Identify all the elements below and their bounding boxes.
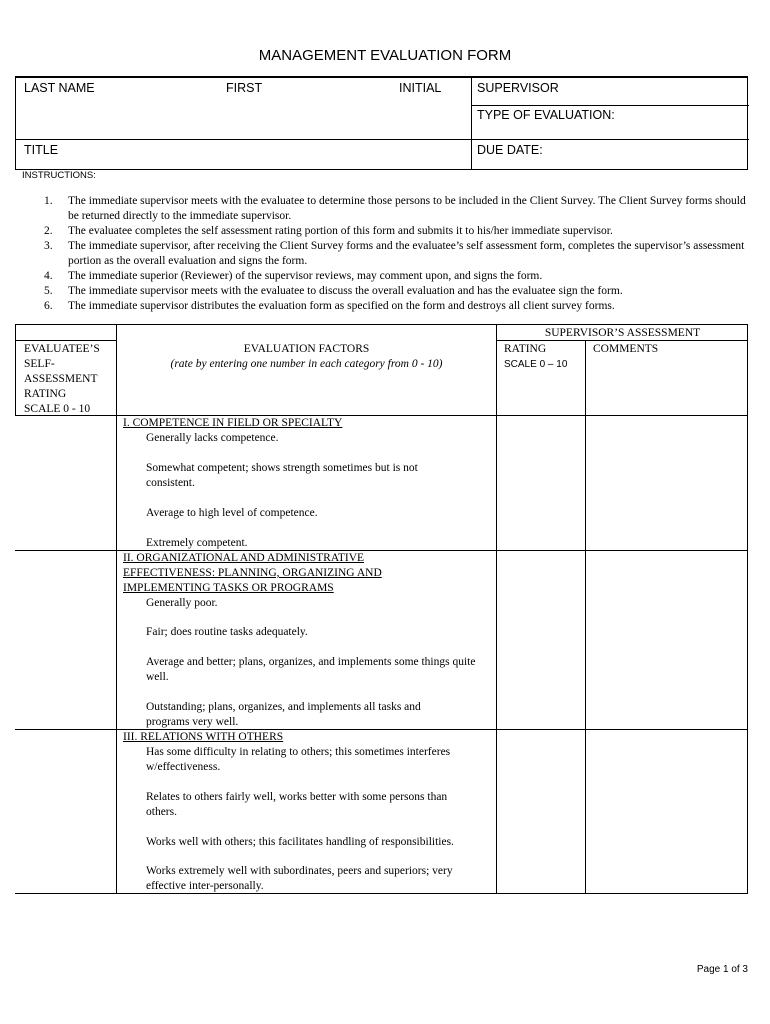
title-label: TITLE (24, 143, 59, 157)
option-item: Has some difficulty in relating to others; this sometimes interferes w/effectiveness. (146, 746, 451, 773)
option-item: Works well with others; this facilitates handling of responsibilities. (146, 836, 454, 848)
instruction-item: 4. The immediate superior (Reviewer) of the supervisor reviews, may comment upon, and signs the form. (44, 270, 543, 282)
option-item: Average to high level of competence. (146, 507, 318, 519)
instructions-list (22, 194, 748, 314)
supervisor-label: SUPERVISOR (477, 81, 559, 95)
page-number: Page 1 of 3 (696, 964, 748, 975)
comments-header: COMMENTS (593, 343, 659, 355)
section-relations: III. RELATIONS WITH OTHERS (123, 731, 284, 743)
evaluation-factors-subheader: (rate by entering one number in each category from 0 - 10) (170, 358, 443, 370)
type-of-evaluation-label: TYPE OF EVALUATION: (477, 108, 615, 122)
evaluation-factors-header: EVALUATION FACTORS (rate by entering one number in each category from 0 - 10) (117, 342, 496, 372)
option-item: Outstanding; plans, organizes, and implements all tasks and programs very well. (146, 701, 421, 728)
section-organizational: II. ORGANIZATIONAL AND ADMINISTRATIVE EFFECTIVENESS: PLANNING, ORGANIZING AND IMPLEMENTING TASKS OR PROGRAMS (123, 552, 382, 594)
instruction-item: 1. The immediate supervisor meets with the evaluatee to determine those persons to be included in the Client Survey. The Client Survey forms should be returned directly to the immediate supervisor. (44, 195, 746, 222)
first-name-label: FIRST (226, 81, 263, 95)
option-item: Fair; does routine tasks adequately. (146, 626, 308, 638)
form-title: MANAGEMENT EVALUATION FORM (258, 47, 512, 64)
option-item: Somewhat competent; shows strength sometimes but is not consistent. (146, 462, 418, 489)
rating-scale: SCALE 0 – 10 (504, 359, 568, 370)
instruction-item: 2. The evaluatee completes the self assessment rating portion of this form and submits it to his/her immediate supervisor. (44, 225, 613, 237)
option-item: Works extremely well with subordinates, peers and superiors; very effective inter-personally. (146, 865, 453, 892)
option-item: Relates to others fairly well, works better with some persons than others. (146, 791, 448, 818)
rating-header: RATING (504, 343, 547, 355)
instructions-label: INSTRUCTIONS: (22, 170, 96, 181)
instruction-item: 3. The immediate supervisor, after receiving the Client Survey forms and the evaluatee’s self assessment form, completes the supervisor’s assessment portion as the overall evaluation and signs the form. (44, 240, 745, 267)
instruction-item: 5. The immediate supervisor meets with the evaluatee to discuss the overall evaluation and has the evaluatee sign the form. (44, 285, 623, 297)
option-item: Extremely competent. (146, 537, 248, 549)
option-item: Average and better; plans, organizes, and implements some things quite well. (146, 656, 476, 683)
last-name-label: LAST NAME (24, 81, 95, 95)
header-box (15, 76, 748, 170)
initial-label: INITIAL (399, 81, 442, 95)
evaluation-table (15, 324, 748, 894)
due-date-label: DUE DATE: (477, 143, 543, 157)
instruction-item: 6. The immediate supervisor distributes the evaluation form as specified on the form and destroys all client survey forms. (44, 300, 615, 312)
self-assessment-header: EVALUATEE’S SELF- ASSESSMENT RATING SCALE 0 - 10 (24, 343, 100, 415)
supervisor-assessment-header: SUPERVISOR’S ASSESSMENT (544, 327, 701, 339)
option-item: Generally lacks competence. (146, 432, 279, 444)
section-competence: I. COMPETENCE IN FIELD OR SPECIALTY (123, 417, 343, 429)
option-item: Generally poor. (146, 597, 218, 609)
